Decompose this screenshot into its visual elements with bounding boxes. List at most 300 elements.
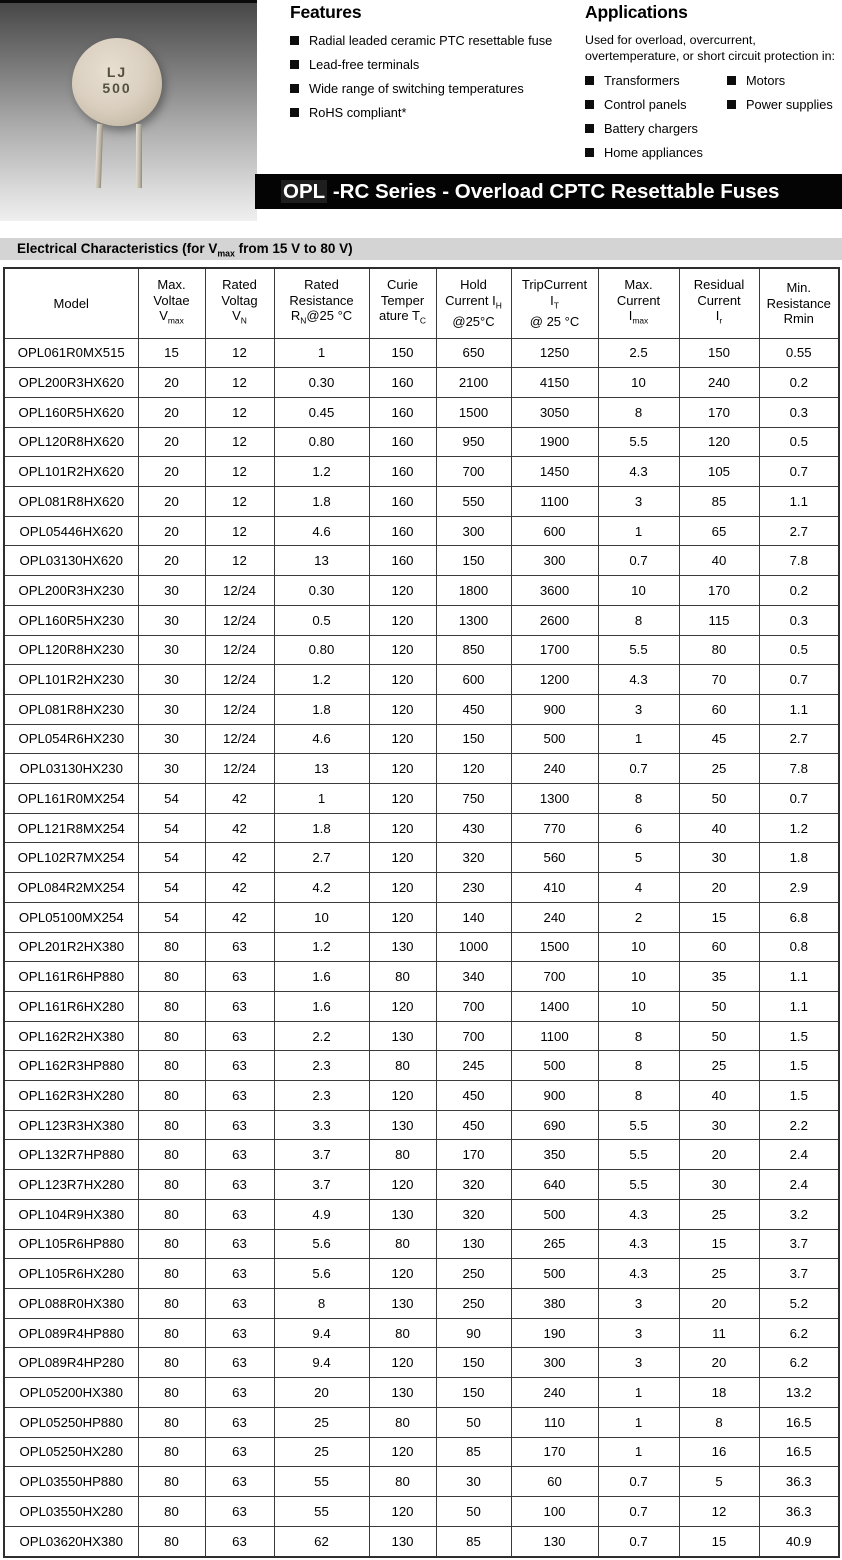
list-item-label: Lead-free terminals (309, 57, 420, 72)
value-cell: 80 (138, 1259, 205, 1289)
list-item (585, 73, 727, 88)
features-section (290, 2, 578, 129)
value-cell: 3.3 (274, 1110, 369, 1140)
product-photo (0, 0, 257, 221)
value-cell: 600 (511, 516, 598, 546)
value-cell: 20 (138, 487, 205, 517)
square-bullet-icon (290, 84, 299, 93)
value-cell: 8 (679, 1407, 759, 1437)
model-cell: OPL03620HX380 (4, 1526, 138, 1557)
value-cell: 240 (511, 902, 598, 932)
value-cell: 120 (369, 724, 436, 754)
table-row (4, 1526, 839, 1557)
value-cell: 5.6 (274, 1229, 369, 1259)
table-row (4, 1378, 839, 1408)
table-row (4, 1467, 839, 1497)
model-cell: OPL089R4HP280 (4, 1348, 138, 1378)
list-item (585, 121, 727, 136)
value-cell: 20 (274, 1378, 369, 1408)
value-cell: 1.5 (759, 1021, 839, 1051)
value-cell: 5 (679, 1467, 759, 1497)
value-cell: 1.8 (759, 843, 839, 873)
value-cell: 7.8 (759, 546, 839, 576)
value-cell: 80 (138, 1110, 205, 1140)
value-cell: 80 (369, 1318, 436, 1348)
table-row (4, 605, 839, 635)
value-cell: 25 (274, 1407, 369, 1437)
table-row (4, 487, 839, 517)
table-row (4, 902, 839, 932)
value-cell: 12 (679, 1496, 759, 1526)
value-cell: 80 (138, 1289, 205, 1319)
value-cell: 230 (436, 873, 511, 903)
list-item-label: Home appliances (604, 145, 703, 160)
value-cell: 1250 (511, 338, 598, 368)
value-cell: 120 (369, 843, 436, 873)
value-cell: 80 (138, 1378, 205, 1408)
value-cell: 12/24 (205, 694, 274, 724)
column-header: Model (4, 268, 138, 338)
value-cell: 430 (436, 813, 511, 843)
value-cell: 8 (274, 1289, 369, 1319)
value-cell: 2.7 (274, 843, 369, 873)
value-cell: 240 (679, 368, 759, 398)
value-cell: 120 (369, 1081, 436, 1111)
value-cell: 25 (679, 1199, 759, 1229)
model-cell: OPL120R8HX620 (4, 427, 138, 457)
value-cell: 120 (369, 1496, 436, 1526)
value-cell: 1.1 (759, 694, 839, 724)
value-cell: 4.3 (598, 1259, 679, 1289)
value-cell: 80 (138, 1496, 205, 1526)
value-cell: 1100 (511, 1021, 598, 1051)
value-cell: 600 (436, 665, 511, 695)
value-cell: 3 (598, 694, 679, 724)
value-cell: 450 (436, 1081, 511, 1111)
model-cell: OPL088R0HX380 (4, 1289, 138, 1319)
value-cell: 54 (138, 813, 205, 843)
value-cell: 15 (679, 1229, 759, 1259)
square-bullet-icon (585, 124, 594, 133)
value-cell: 150 (436, 1348, 511, 1378)
value-cell: 3 (598, 1348, 679, 1378)
value-cell: 30 (138, 605, 205, 635)
value-cell: 0.30 (274, 576, 369, 606)
value-cell: 13 (274, 546, 369, 576)
table-row (4, 1318, 839, 1348)
applications-column-1 (585, 73, 727, 169)
value-cell: 350 (511, 1140, 598, 1170)
list-item-label: Wide range of switching temperatures (309, 81, 524, 96)
value-cell: 3 (598, 1318, 679, 1348)
value-cell: 120 (369, 665, 436, 695)
table-header-row (4, 268, 839, 338)
value-cell: 265 (511, 1229, 598, 1259)
model-cell: OPL104R9HX380 (4, 1199, 138, 1229)
value-cell: 25 (679, 1051, 759, 1081)
value-cell: 5.2 (759, 1289, 839, 1319)
value-cell: 700 (436, 1021, 511, 1051)
value-cell: 0.80 (274, 427, 369, 457)
value-cell: 12/24 (205, 724, 274, 754)
value-cell: 30 (138, 724, 205, 754)
value-cell: 63 (205, 1437, 274, 1467)
value-cell: 25 (679, 1259, 759, 1289)
list-item (727, 73, 841, 88)
value-cell: 2.7 (759, 516, 839, 546)
value-cell: 60 (511, 1467, 598, 1497)
value-cell: 1400 (511, 991, 598, 1021)
value-cell: 320 (436, 1199, 511, 1229)
value-cell: 20 (138, 397, 205, 427)
value-cell: 1800 (436, 576, 511, 606)
component-lead-left (95, 124, 103, 188)
value-cell: 1.2 (274, 665, 369, 695)
value-cell: 5.6 (274, 1259, 369, 1289)
component-marking-line1: LJ (106, 64, 128, 80)
value-cell: 0.3 (759, 605, 839, 635)
value-cell: 3 (598, 487, 679, 517)
value-cell: 4.9 (274, 1199, 369, 1229)
value-cell: 80 (138, 1021, 205, 1051)
value-cell: 0.8 (759, 932, 839, 962)
features-list (290, 33, 578, 120)
value-cell: 120 (369, 576, 436, 606)
model-cell: OPL05200HX380 (4, 1378, 138, 1408)
value-cell: 2.2 (274, 1021, 369, 1051)
value-cell: 190 (511, 1318, 598, 1348)
value-cell: 12 (205, 487, 274, 517)
model-cell: OPL054R6HX230 (4, 724, 138, 754)
value-cell: 16.5 (759, 1437, 839, 1467)
value-cell: 63 (205, 932, 274, 962)
value-cell: 120 (369, 694, 436, 724)
model-cell: OPL200R3HX620 (4, 368, 138, 398)
model-cell: OPL03550HX280 (4, 1496, 138, 1526)
component-marking-line2: 500 (102, 80, 132, 96)
value-cell: 15 (138, 338, 205, 368)
value-cell: 16 (679, 1437, 759, 1467)
square-bullet-icon (290, 60, 299, 69)
value-cell: 4.3 (598, 1199, 679, 1229)
value-cell: 63 (205, 1496, 274, 1526)
table-row (4, 1110, 839, 1140)
model-cell: OPL03550HP880 (4, 1467, 138, 1497)
value-cell: 150 (436, 546, 511, 576)
value-cell: 50 (436, 1496, 511, 1526)
value-cell: 160 (369, 368, 436, 398)
value-cell: 160 (369, 546, 436, 576)
value-cell: 40 (679, 1081, 759, 1111)
table-row (4, 546, 839, 576)
value-cell: 5.5 (598, 1110, 679, 1140)
value-cell: 900 (511, 1081, 598, 1111)
column-header: Residual Current $I_r$ (679, 268, 759, 338)
value-cell: 12 (205, 457, 274, 487)
value-cell: 50 (679, 1021, 759, 1051)
list-item-label: RoHS compliant* (309, 105, 407, 120)
value-cell: 50 (436, 1407, 511, 1437)
square-bullet-icon (585, 148, 594, 157)
value-cell: 80 (138, 1199, 205, 1229)
value-cell: 15 (679, 902, 759, 932)
value-cell: 25 (274, 1437, 369, 1467)
value-cell: 12 (205, 368, 274, 398)
value-cell: 2.4 (759, 1170, 839, 1200)
value-cell: 1.6 (274, 991, 369, 1021)
value-cell: 140 (436, 902, 511, 932)
applications-column-2 (727, 73, 841, 169)
value-cell: 4.3 (598, 665, 679, 695)
value-cell: 3 (598, 1289, 679, 1319)
applications-columns (585, 73, 841, 169)
value-cell: 0.2 (759, 368, 839, 398)
value-cell: 5 (598, 843, 679, 873)
table-row (4, 724, 839, 754)
value-cell: 130 (369, 1021, 436, 1051)
model-cell: OPL161R6HP880 (4, 962, 138, 992)
value-cell: 45 (679, 724, 759, 754)
value-cell: 6.2 (759, 1318, 839, 1348)
list-item-label: Motors (746, 73, 786, 88)
series-title-prefix: OPL (283, 180, 326, 203)
model-cell: OPL102R7MX254 (4, 843, 138, 873)
electrical-characteristics-table (3, 267, 840, 1558)
value-cell: 5.5 (598, 427, 679, 457)
value-cell: 0.55 (759, 338, 839, 368)
table-row (4, 873, 839, 903)
value-cell: 12 (205, 427, 274, 457)
table-row (4, 754, 839, 784)
value-cell: 85 (436, 1526, 511, 1557)
value-cell: 120 (436, 754, 511, 784)
value-cell: 130 (369, 932, 436, 962)
value-cell: 160 (369, 457, 436, 487)
value-cell: 80 (138, 1407, 205, 1437)
value-cell: 160 (369, 487, 436, 517)
model-cell: OPL101R2HX620 (4, 457, 138, 487)
value-cell: 410 (511, 873, 598, 903)
value-cell: 105 (679, 457, 759, 487)
value-cell: 12 (205, 397, 274, 427)
value-cell: 1.8 (274, 813, 369, 843)
value-cell: 500 (511, 1051, 598, 1081)
value-cell: 80 (138, 1051, 205, 1081)
value-cell: 54 (138, 902, 205, 932)
value-cell: 120 (369, 873, 436, 903)
model-cell: OPL101R2HX230 (4, 665, 138, 695)
model-cell: OPL200R3HX230 (4, 576, 138, 606)
value-cell: 120 (369, 635, 436, 665)
model-cell: OPL201R2HX380 (4, 932, 138, 962)
value-cell: 150 (679, 338, 759, 368)
value-cell: 12 (205, 338, 274, 368)
value-cell: 63 (205, 1348, 274, 1378)
value-cell: 1.2 (759, 813, 839, 843)
series-title-banner (255, 174, 842, 209)
value-cell: 150 (436, 724, 511, 754)
model-cell: OPL05250HX280 (4, 1437, 138, 1467)
value-cell: 3.7 (759, 1259, 839, 1289)
value-cell: 54 (138, 873, 205, 903)
value-cell: 120 (369, 991, 436, 1021)
photo-top-strip (0, 0, 257, 3)
value-cell: 65 (679, 516, 759, 546)
value-cell: 2 (598, 902, 679, 932)
list-item-label: Radial leaded ceramic PTC resettable fuse (309, 33, 553, 48)
value-cell: 130 (369, 1378, 436, 1408)
value-cell: 700 (511, 962, 598, 992)
model-cell: OPL03130HX230 (4, 754, 138, 784)
value-cell: 130 (511, 1526, 598, 1557)
section-header-bar (0, 238, 842, 260)
value-cell: 16.5 (759, 1407, 839, 1437)
value-cell: 130 (369, 1110, 436, 1140)
model-cell: OPL132R7HP880 (4, 1140, 138, 1170)
value-cell: 30 (138, 576, 205, 606)
value-cell: 80 (138, 1170, 205, 1200)
value-cell: 63 (205, 1378, 274, 1408)
value-cell: 80 (138, 1229, 205, 1259)
value-cell: 10 (598, 991, 679, 1021)
value-cell: 85 (679, 487, 759, 517)
value-cell: 1.1 (759, 991, 839, 1021)
list-item (290, 81, 578, 96)
value-cell: 80 (369, 1467, 436, 1497)
section-header-title: Electrical Characteristics (for $V_{max}$ from 15 V to 80 V) (17, 241, 353, 259)
value-cell: 900 (511, 694, 598, 724)
table-row (4, 1407, 839, 1437)
value-cell: 20 (679, 1289, 759, 1319)
value-cell: 1 (598, 724, 679, 754)
model-cell: OPL162R2HX380 (4, 1021, 138, 1051)
value-cell: 60 (679, 932, 759, 962)
value-cell: 160 (369, 427, 436, 457)
value-cell: 380 (511, 1289, 598, 1319)
square-bullet-icon (585, 100, 594, 109)
value-cell: 12/24 (205, 635, 274, 665)
value-cell: 10 (598, 368, 679, 398)
value-cell: 245 (436, 1051, 511, 1081)
value-cell: 1 (274, 784, 369, 814)
value-cell: 300 (436, 516, 511, 546)
value-cell: 1900 (511, 427, 598, 457)
value-cell: 950 (436, 427, 511, 457)
value-cell: 1.5 (759, 1051, 839, 1081)
table-row (4, 635, 839, 665)
value-cell: 30 (138, 754, 205, 784)
model-cell: OPL123R3HX380 (4, 1110, 138, 1140)
value-cell: 2600 (511, 605, 598, 635)
value-cell: 0.80 (274, 635, 369, 665)
value-cell: 0.7 (598, 1496, 679, 1526)
value-cell: 80 (138, 1140, 205, 1170)
value-cell: 63 (205, 1110, 274, 1140)
value-cell: 320 (436, 843, 511, 873)
ptc-fuse-component (72, 38, 162, 126)
table-row (4, 1170, 839, 1200)
value-cell: 13 (274, 754, 369, 784)
value-cell: 40 (679, 546, 759, 576)
model-cell: OPL05250HP880 (4, 1407, 138, 1437)
value-cell: 63 (205, 1199, 274, 1229)
table-row (4, 932, 839, 962)
value-cell: 1500 (436, 397, 511, 427)
value-cell: 63 (205, 1289, 274, 1319)
value-cell: 63 (205, 1229, 274, 1259)
column-header: Rated Voltag $V_N$ (205, 268, 274, 338)
value-cell: 2.3 (274, 1051, 369, 1081)
value-cell: 500 (511, 724, 598, 754)
value-cell: 115 (679, 605, 759, 635)
value-cell: 120 (369, 1348, 436, 1378)
table-row (4, 665, 839, 695)
value-cell: 63 (205, 1259, 274, 1289)
column-header: TripCurrent $I_T$ @ 25 °C (511, 268, 598, 338)
table-row (4, 427, 839, 457)
value-cell: 80 (138, 962, 205, 992)
value-cell: 80 (138, 1437, 205, 1467)
value-cell: 8 (598, 397, 679, 427)
value-cell: 50 (679, 991, 759, 1021)
value-cell: 0.5 (274, 605, 369, 635)
value-cell: 130 (369, 1199, 436, 1229)
model-cell: OPL161R0MX254 (4, 784, 138, 814)
value-cell: 90 (436, 1318, 511, 1348)
value-cell: 20 (138, 546, 205, 576)
value-cell: 170 (679, 397, 759, 427)
value-cell: 4 (598, 873, 679, 903)
value-cell: 55 (274, 1496, 369, 1526)
value-cell: 130 (436, 1229, 511, 1259)
value-cell: 30 (138, 665, 205, 695)
value-cell: 12/24 (205, 665, 274, 695)
value-cell: 4.3 (598, 1229, 679, 1259)
value-cell: 35 (679, 962, 759, 992)
table-row (4, 813, 839, 843)
value-cell: 5.5 (598, 1140, 679, 1170)
list-item (290, 33, 578, 48)
value-cell: 80 (369, 1140, 436, 1170)
value-cell: 63 (205, 1467, 274, 1497)
value-cell: 3600 (511, 576, 598, 606)
value-cell: 8 (598, 1051, 679, 1081)
value-cell: 0.7 (598, 546, 679, 576)
features-title: Features (290, 2, 362, 22)
value-cell: 20 (138, 368, 205, 398)
value-cell: 3.7 (759, 1229, 839, 1259)
value-cell: 560 (511, 843, 598, 873)
value-cell: 42 (205, 843, 274, 873)
value-cell: 1 (598, 516, 679, 546)
value-cell: 1.2 (274, 932, 369, 962)
list-item-label: Transformers (604, 73, 680, 88)
value-cell: 1.2 (274, 457, 369, 487)
model-cell: OPL03130HX620 (4, 546, 138, 576)
value-cell: 120 (369, 1170, 436, 1200)
value-cell: 54 (138, 784, 205, 814)
value-cell: 10 (598, 962, 679, 992)
value-cell: 20 (138, 516, 205, 546)
value-cell: 80 (138, 1081, 205, 1111)
value-cell: 240 (511, 1378, 598, 1408)
value-cell: 80 (138, 1467, 205, 1497)
value-cell: 300 (511, 1348, 598, 1378)
model-cell: OPL05100MX254 (4, 902, 138, 932)
table-body (4, 338, 839, 1557)
value-cell: 36.3 (759, 1467, 839, 1497)
square-bullet-icon (727, 100, 736, 109)
